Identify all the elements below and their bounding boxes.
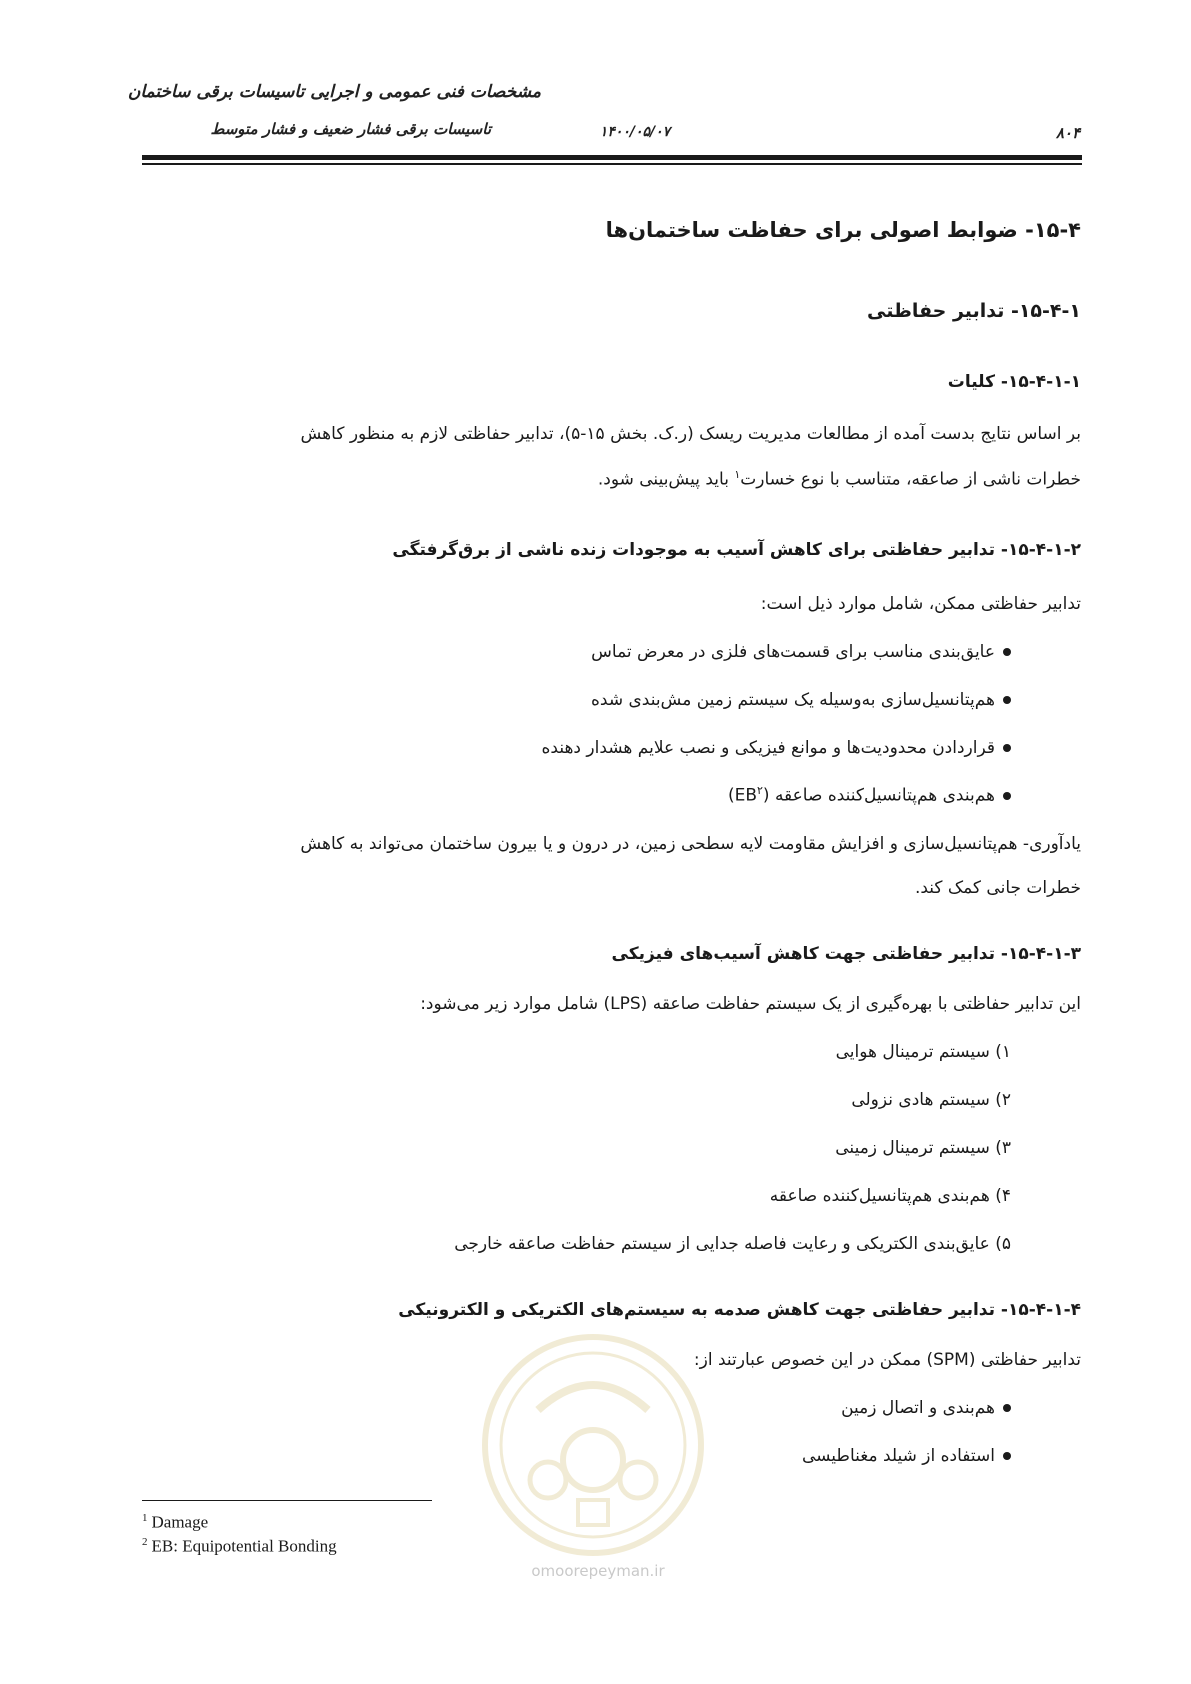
s2-bullet-4-close: ) — [727, 785, 735, 806]
s2-bullet-4-text: هم‌بندی هم‌پتانسیل‌کننده صاعقه (EB — [734, 785, 995, 806]
s2-heading: ۱۵-۴-۱-۲- تدابیر حفاظتی برای کاهش آسیب به موجودات زنده ناشی از برق‌گرفتگی — [392, 540, 1081, 560]
footnote-2-text: EB: Equipotential Bonding — [151, 1536, 337, 1556]
s2-bullet-2 — [591, 690, 1011, 710]
sub-heading: ۱۵-۴-۱- تدابیر حفاظتی — [867, 300, 1081, 322]
s3-item-4: ۴) هم‌بندی هم‌پتانسیل‌کننده صاعقه — [769, 1186, 1011, 1206]
bullet-icon — [1003, 744, 1011, 752]
s2-intro: تدابیر حفاظتی ممکن، شامل موارد ذیل است: — [760, 594, 1081, 614]
s4-bullet-2-text: استفاده از شیلد مغناطیسی — [801, 1446, 995, 1466]
s3-heading: ۱۵-۴-۱-۳- تدابیر حفاظتی جهت کاهش آسیب‌های فیزیکی — [611, 944, 1081, 964]
s2-note-line2: خطرات جانی کمک کند. — [914, 878, 1081, 898]
footnote-rule — [142, 1500, 432, 1501]
footnote-2-num: 2 — [142, 1536, 148, 1548]
header-title: مشخصات فنی عمومی و اجرایی تاسیسات برقی ساختمان — [127, 82, 541, 102]
header-rule-thin — [142, 163, 1082, 165]
page-number: ۸۰۴ — [1055, 124, 1080, 142]
s4-bullet-1-text: هم‌بندی و اتصال زمین — [841, 1398, 995, 1418]
bullet-icon — [1003, 792, 1011, 800]
s2-bullet-2-text: هم‌پتانسیل‌سازی به‌وسیله یک سیستم زمین مش‌بندی شده — [590, 690, 995, 710]
s4-bullet-2 — [802, 1446, 1011, 1466]
s2-bullet-1 — [591, 642, 1011, 662]
s3-intro: این تدابیر حفاظتی با بهره‌گیری از یک سیستم حفاظت صاعقه (LPS) شامل موارد زیر می‌شود: — [420, 994, 1081, 1014]
header-date: ۱۴۰۰/۰۵/۰۷ — [599, 124, 671, 140]
s2-bullet-1-text: عایق‌بندی مناسب برای قسمت‌های فلزی در معرض تماس — [591, 642, 995, 662]
footnote-2 — [142, 1536, 337, 1557]
s3-item-3: ۳) سیستم ترمینال زمینی — [835, 1138, 1011, 1158]
s3-item-5: ۵) عایق‌بندی الکتریکی و رعایت فاصله جدایی از سیستم حفاظت صاعقه خارجی — [454, 1234, 1011, 1254]
s2-bullet-3 — [542, 738, 1012, 758]
s2-bullet-3-text: قراردادن محدودیت‌ها و موانع فیزیکی و نصب علایم هشدار دهنده — [541, 738, 995, 758]
s3-item-2: ۲) سیستم هادی نزولی — [851, 1090, 1011, 1110]
s1-line2 — [598, 468, 1081, 490]
bullet-icon — [1003, 696, 1011, 704]
s1-line2-a: خطرات ناشی از صاعقه، متناسب با نوع خسارت — [740, 469, 1081, 490]
s4-heading: ۱۵-۴-۱-۴- تدابیر حفاظتی جهت کاهش صدمه به سیستم‌های الکتریکی و الکترونیکی — [398, 1300, 1081, 1320]
header-subtitle: تاسیسات برقی فشار ضعیف و فشار متوسط — [210, 120, 491, 138]
s4-intro: تدابیر حفاظتی (SPM) ممکن در این خصوص عبارتند از: — [693, 1350, 1081, 1370]
footnote-ref-2: ۲ — [756, 784, 763, 797]
header-rule-thick — [142, 155, 1082, 160]
s4-bullet-1 — [841, 1398, 1011, 1418]
s1-heading: ۱۵-۴-۱-۱- کلیات — [947, 372, 1081, 392]
bullet-icon — [1003, 1404, 1011, 1412]
s1-line1: بر اساس نتایج بدست آمده از مطالعات مدیریت ریسک (ر.ک. بخش ۱۵-۵)، تدابیر حفاظتی لازم به منظور کاهش — [300, 424, 1081, 444]
footnote-1-text: Damage — [151, 1512, 209, 1532]
watermark-text: omoorepeyman.ir — [531, 1562, 665, 1580]
footnote-ref-1: ۱ — [734, 468, 741, 481]
bullet-icon — [1003, 648, 1011, 656]
footnote-1-num: 1 — [142, 1512, 148, 1524]
bullet-icon — [1003, 1452, 1011, 1460]
s2-bullet-4 — [728, 784, 1011, 806]
footnote-1 — [142, 1512, 208, 1533]
s3-item-1: ۱) سیستم ترمینال هوایی — [835, 1042, 1011, 1062]
watermark-logo-icon — [478, 1330, 708, 1560]
section-heading: ۱۵-۴- ضوابط اصولی برای حفاظت ساختمان‌ها — [605, 218, 1081, 242]
s2-note-line1: یادآوری- هم‌پتانسیل‌سازی و افزایش مقاومت لایه سطحی زمین، در درون و یا بیرون ساختمان می‌تواند به کاهش — [300, 834, 1081, 854]
s1-line2-b: باید پیش‌بینی شود. — [597, 469, 735, 490]
